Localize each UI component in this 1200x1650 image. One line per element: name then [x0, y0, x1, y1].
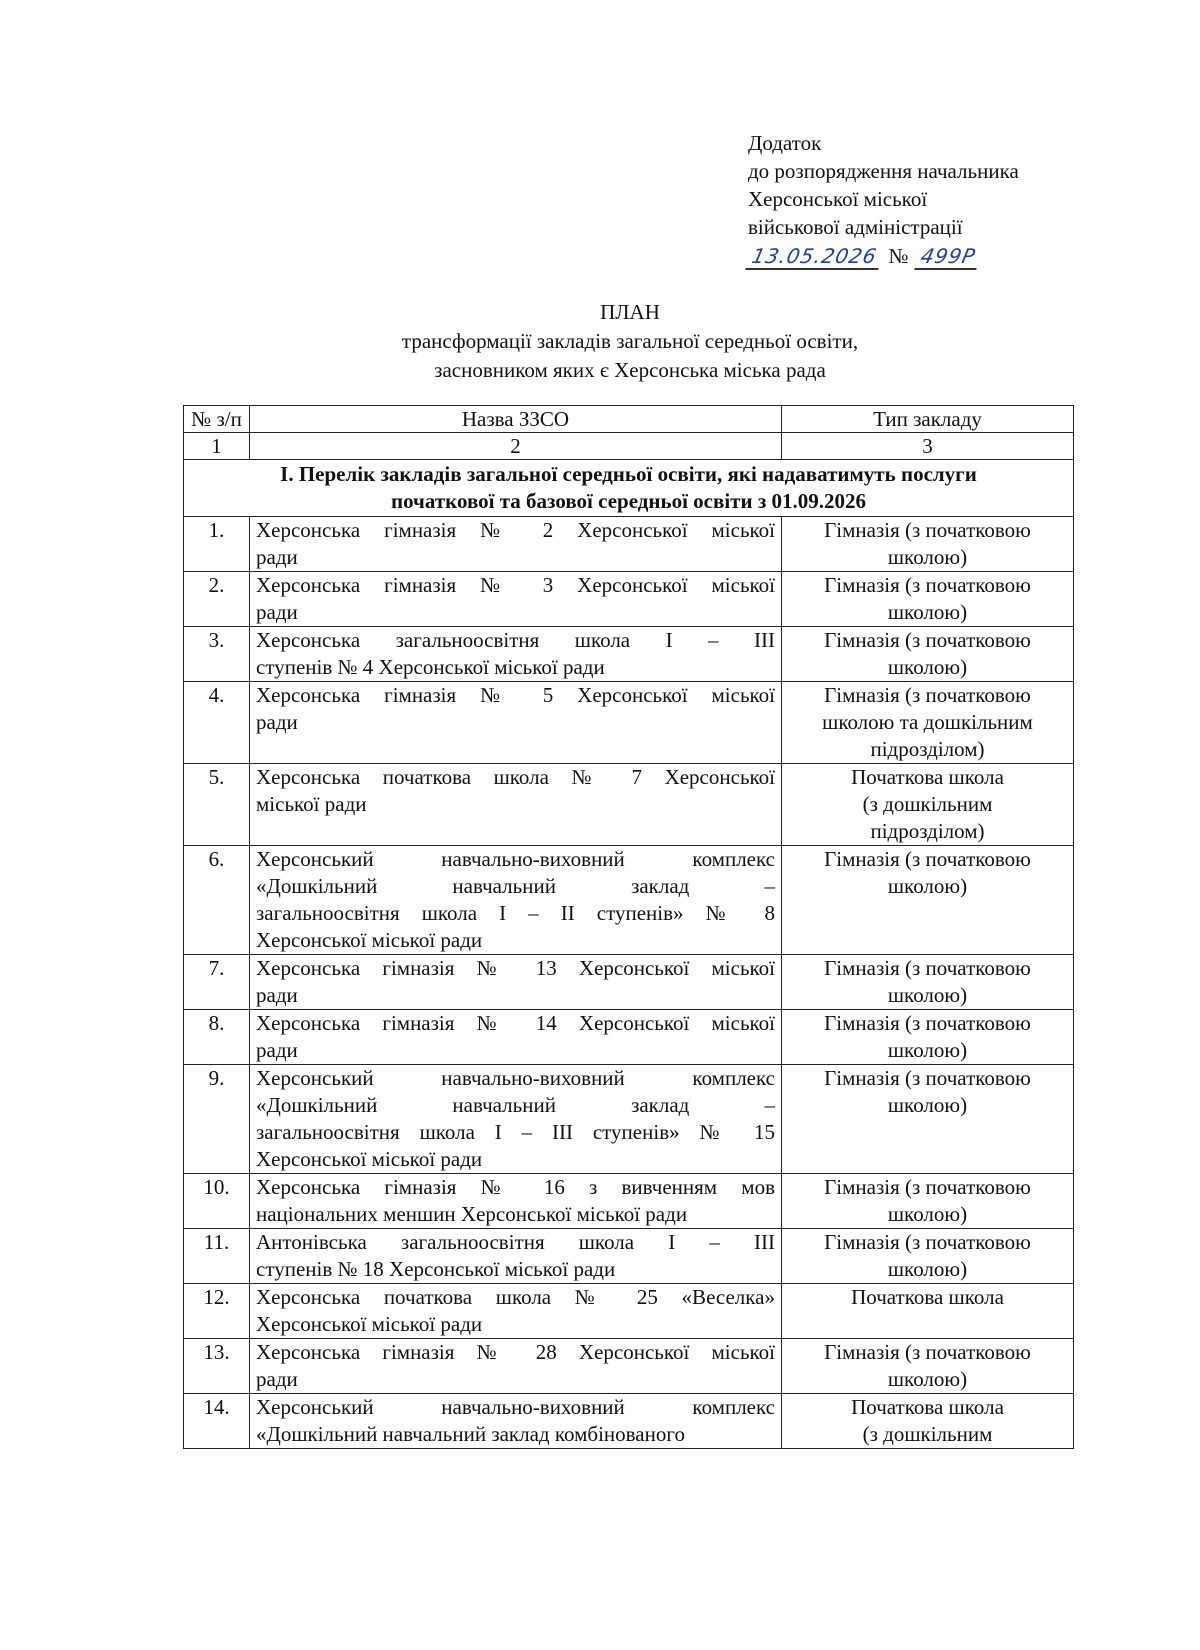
title-line: засновником яких є Херсонська міська рада — [434, 358, 826, 382]
school-name-line: Херсонський навчально-виховний комплекс — [256, 847, 775, 871]
row-number: 7. — [184, 955, 250, 1010]
handwritten-date: 13.05.2026 — [745, 244, 883, 270]
school-type-line: Початкова школа — [851, 1285, 1004, 1309]
school-name — [250, 1284, 782, 1339]
addendum-block — [748, 129, 1019, 270]
school-type — [782, 1284, 1074, 1339]
row-number: 10. — [184, 1174, 250, 1229]
school-name-line: міської ради — [256, 792, 367, 816]
school-name-line: ради — [256, 1367, 298, 1391]
school-type — [782, 517, 1074, 572]
school-type-line: школою) — [887, 545, 968, 569]
row-number: 5. — [184, 764, 250, 846]
school-name-line: «Дошкільний навчальний заклад – — [256, 1093, 775, 1117]
school-type-line: школою) — [887, 1367, 968, 1391]
row-number: 6. — [184, 846, 250, 955]
school-name-line: Херсонська гімназія № 5 Херсонської міської — [256, 683, 775, 707]
row-number: 11. — [184, 1229, 250, 1284]
school-name-line: «Дошкільний навчальний заклад – — [256, 874, 775, 898]
table-row — [184, 1010, 1074, 1065]
school-type-line: школою) — [887, 1202, 968, 1226]
school-type — [782, 764, 1074, 846]
school-name-line: національних меншин Херсонської міської ради — [256, 1202, 688, 1226]
school-name — [250, 1174, 782, 1229]
school-name — [250, 1339, 782, 1394]
row-number: 3. — [184, 627, 250, 682]
table-row — [184, 1339, 1074, 1394]
title-heading: ПЛАН — [600, 300, 660, 324]
column-number-row — [184, 433, 1074, 460]
schools-table — [183, 405, 1074, 1449]
school-name — [250, 1065, 782, 1174]
section-row — [184, 460, 1074, 517]
table-row — [184, 1174, 1074, 1229]
table-row — [184, 764, 1074, 846]
school-type-line: Гімназія (з початковою — [824, 628, 1031, 652]
school-name — [250, 1229, 782, 1284]
school-type — [782, 955, 1074, 1010]
header-name: Назва ЗЗСО — [250, 406, 782, 433]
school-type-line: школою) — [887, 1038, 968, 1062]
col-num-1: 1 — [184, 433, 250, 460]
header-type: Тип закладу — [782, 406, 1074, 433]
school-type-line: Гімназія (з початковою — [824, 1175, 1031, 1199]
school-type — [782, 682, 1074, 764]
school-type — [782, 1394, 1074, 1449]
school-name-line: ради — [256, 545, 298, 569]
section-title-line: І. Перелік закладів загальної середньої освіти, які надаватимуть послуги — [280, 462, 977, 486]
school-type-line: школою та дошкільним — [822, 710, 1033, 734]
school-name-line: ступенів № 18 Херсонської міської ради — [256, 1257, 616, 1281]
school-name-line: Херсонська початкова школа № 25 «Веселка» — [256, 1285, 775, 1309]
school-name-line: ради — [256, 710, 298, 734]
school-type-line: школою) — [887, 874, 968, 898]
school-name-line: ступенів № 4 Херсонської міської ради — [256, 655, 605, 679]
school-type — [782, 1339, 1074, 1394]
school-name-line: Херсонська початкова школа № 7 Херсонської — [256, 765, 775, 789]
table-row — [184, 1229, 1074, 1284]
table-row — [184, 1284, 1074, 1339]
table-row — [184, 682, 1074, 764]
school-type — [782, 1229, 1074, 1284]
school-name-line: «Дошкільний навчальний заклад комбінованого — [256, 1422, 685, 1446]
school-type-line: Гімназія (з початковою — [824, 518, 1031, 542]
school-type-line: Гімназія (з початковою — [824, 1011, 1031, 1035]
school-type — [782, 627, 1074, 682]
row-number: 12. — [184, 1284, 250, 1339]
school-name-line: Херсонська гімназія № 2 Херсонської міської — [256, 518, 775, 542]
school-type-line: Початкова школа — [851, 1395, 1004, 1419]
school-type-line: підрозділом) — [870, 819, 985, 843]
addendum-title: Додаток — [748, 131, 822, 155]
school-type-line: (з дошкільним — [862, 1422, 993, 1446]
row-number: 14. — [184, 1394, 250, 1449]
school-type-line: Гімназія (з початковою — [824, 683, 1031, 707]
school-type — [782, 846, 1074, 955]
school-type-line: школою) — [887, 600, 968, 624]
school-name-line: Херсонської міської ради — [256, 1147, 483, 1171]
school-type-line: школою) — [887, 1093, 968, 1117]
school-name — [250, 682, 782, 764]
section-title-line: початкової та базової середньої освіти з 01.09.2026 — [390, 489, 867, 513]
school-type-line: Гімназія (з початковою — [824, 956, 1031, 980]
school-name-line: Херсонський навчально-виховний комплекс — [256, 1066, 775, 1090]
addendum-line: до розпорядження начальника — [748, 159, 1019, 183]
table-row — [184, 955, 1074, 1010]
school-name — [250, 955, 782, 1010]
row-number: 4. — [184, 682, 250, 764]
number-label: № — [888, 244, 909, 268]
school-name-line: Антонівська загальноосвітня школа І – ІІІ — [256, 1230, 775, 1254]
school-type — [782, 1065, 1074, 1174]
school-name — [250, 1394, 782, 1449]
section-title — [184, 460, 1074, 517]
school-type-line: Гімназія (з початковою — [824, 1230, 1031, 1254]
school-type-line: школою) — [887, 655, 968, 679]
table-row — [184, 1394, 1074, 1449]
school-name-line: Херсонської міської ради — [256, 1312, 483, 1336]
table-row — [184, 1065, 1074, 1174]
school-name-line: Херсонська гімназія № 28 Херсонської міської — [256, 1340, 775, 1364]
row-number: 2. — [184, 572, 250, 627]
school-name-line: Херсонська гімназія № 3 Херсонської міської — [256, 573, 775, 597]
school-name-line: загальноосвітня школа І – ІІ ступенів» № 8 — [256, 901, 775, 925]
school-name-line: Херсонська гімназія № 16 з вивченням мов — [256, 1175, 775, 1199]
handwritten-number: 499Р — [914, 244, 982, 270]
school-type-line: Початкова школа — [851, 765, 1004, 789]
school-type — [782, 572, 1074, 627]
school-type — [782, 1010, 1074, 1065]
row-number: 13. — [184, 1339, 250, 1394]
row-number: 8. — [184, 1010, 250, 1065]
school-name — [250, 846, 782, 955]
school-type-line: Гімназія (з початковою — [824, 1066, 1031, 1090]
title-line: трансформації закладів загальної середньої освіти, — [401, 329, 859, 353]
school-name-line: ради — [256, 600, 298, 624]
col-num-3: 3 — [782, 433, 1074, 460]
document-title — [0, 298, 1200, 385]
school-name — [250, 627, 782, 682]
school-name — [250, 764, 782, 846]
row-number: 9. — [184, 1065, 250, 1174]
school-type-line: підрозділом) — [870, 737, 985, 761]
school-name-line: Херсонської міської ради — [256, 928, 483, 952]
table-row — [184, 627, 1074, 682]
school-name-line: Херсонська гімназія № 14 Херсонської міської — [256, 1011, 775, 1035]
table-row — [184, 517, 1074, 572]
school-name-line: Херсонська гімназія № 13 Херсонської міської — [256, 956, 775, 980]
table-row — [184, 846, 1074, 955]
school-type-line: Гімназія (з початковою — [824, 847, 1031, 871]
school-name — [250, 1010, 782, 1065]
table-row — [184, 572, 1074, 627]
table-body — [184, 517, 1074, 1449]
order-date-number — [748, 242, 1019, 270]
school-name-line: ради — [256, 1038, 298, 1062]
row-number: 1. — [184, 517, 250, 572]
school-type-line: Гімназія (з початковою — [824, 573, 1031, 597]
school-name — [250, 572, 782, 627]
school-name-line: загальноосвітня школа І – ІІІ ступенів» № 15 — [256, 1120, 775, 1144]
col-num-2: 2 — [250, 433, 782, 460]
school-type-line: школою) — [887, 1257, 968, 1281]
school-name-line: Херсонський навчально-виховний комплекс — [256, 1395, 775, 1419]
addendum-line: Херсонської міської — [748, 187, 928, 211]
school-name-line: ради — [256, 983, 298, 1007]
addendum-line: військової адміністрації — [748, 215, 963, 239]
school-name-line: Херсонська загальноосвітня школа І – ІІІ — [256, 628, 775, 652]
school-type-line: (з дошкільним — [862, 792, 993, 816]
school-type-line: школою) — [887, 983, 968, 1007]
school-type — [782, 1174, 1074, 1229]
school-name — [250, 517, 782, 572]
school-type-line: Гімназія (з початковою — [824, 1340, 1031, 1364]
table-header-row — [184, 406, 1074, 433]
header-number: № з/п — [184, 406, 250, 433]
